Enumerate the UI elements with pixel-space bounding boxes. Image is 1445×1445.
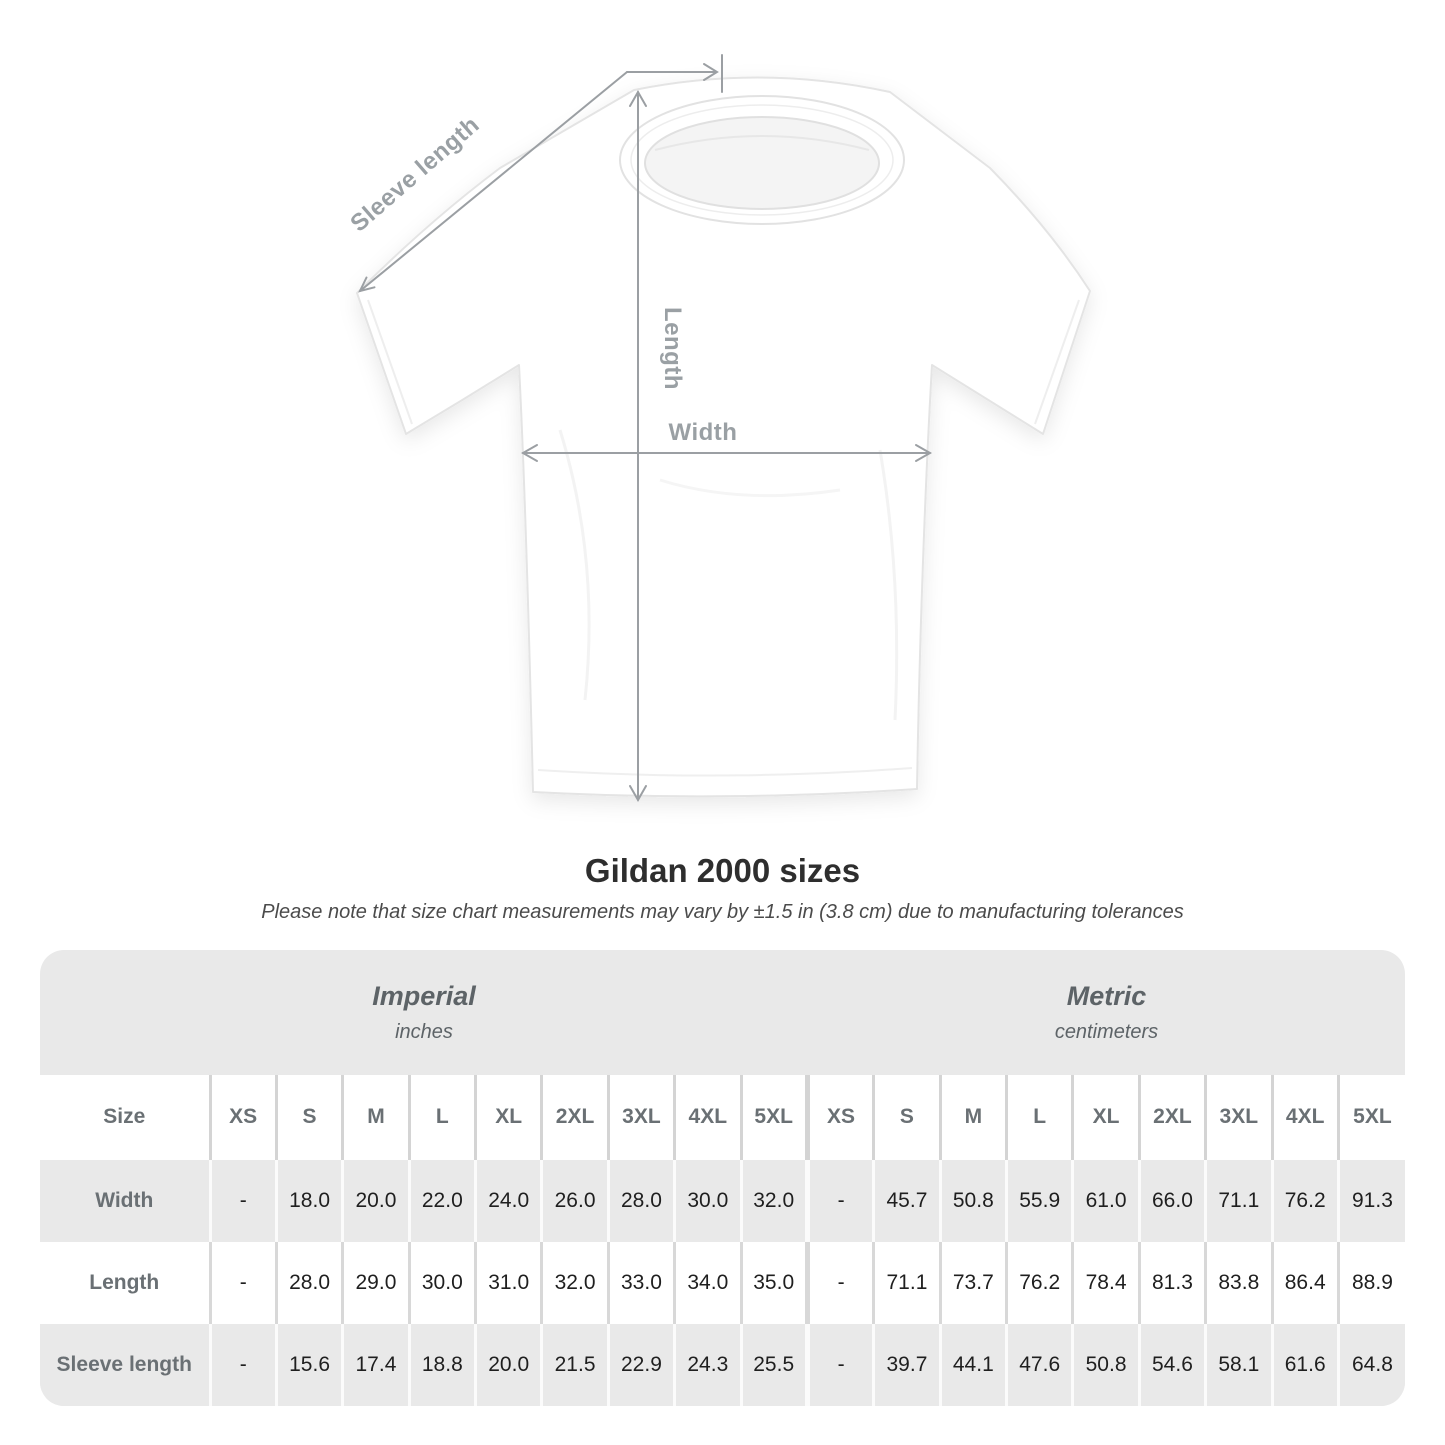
size-col-header-imperial-3xl: 3XL <box>608 1075 674 1160</box>
value-imperial-l: 18.8 <box>409 1324 475 1406</box>
value-imperial-2xl: 32.0 <box>542 1242 608 1324</box>
value-metric-xl: 78.4 <box>1073 1242 1139 1324</box>
size-col-header-metric-2xl: 2XL <box>1139 1075 1205 1160</box>
value-metric-l: 76.2 <box>1007 1242 1073 1324</box>
value-metric-m: 73.7 <box>940 1242 1006 1324</box>
value-metric-5xl: 64.8 <box>1338 1324 1405 1406</box>
value-imperial-s: 18.0 <box>276 1160 342 1242</box>
value-metric-5xl: 88.9 <box>1338 1242 1405 1324</box>
value-metric-4xl: 61.6 <box>1272 1324 1338 1406</box>
value-metric-l: 47.6 <box>1007 1324 1073 1406</box>
tolerance-note: Please note that size chart measurements may vary by ±1.5 in (3.8 cm) due to manufacturing tolerances <box>261 900 1184 923</box>
value-imperial-xl: 31.0 <box>476 1242 542 1324</box>
size-col-header-imperial-l: L <box>409 1075 475 1160</box>
size-col-header-imperial-s: S <box>276 1075 342 1160</box>
value-imperial-3xl: 28.0 <box>608 1160 674 1242</box>
measurement-row-sleeve-length <box>40 1324 1405 1406</box>
value-imperial-xs: - <box>210 1324 276 1406</box>
value-imperial-4xl: 34.0 <box>675 1242 741 1324</box>
value-imperial-m: 29.0 <box>343 1242 409 1324</box>
value-imperial-3xl: 33.0 <box>608 1242 674 1324</box>
value-metric-4xl: 86.4 <box>1272 1242 1338 1324</box>
value-imperial-5xl: 32.0 <box>741 1160 807 1242</box>
value-metric-s: 39.7 <box>874 1324 940 1406</box>
measurement-row-label: Sleeve length <box>56 1352 192 1376</box>
imperial-unit-label: inches <box>395 1020 453 1043</box>
size-chart-card <box>40 950 1405 1406</box>
value-imperial-2xl: 21.5 <box>542 1324 608 1406</box>
value-metric-xl: 61.0 <box>1073 1160 1139 1242</box>
value-metric-xs: - <box>807 1160 873 1242</box>
size-col-header-imperial-5xl: 5XL <box>741 1075 807 1160</box>
value-imperial-3xl: 22.9 <box>608 1324 674 1406</box>
imperial-label: Imperial <box>372 980 476 1011</box>
value-imperial-5xl: 35.0 <box>741 1242 807 1324</box>
size-col-header-imperial-2xl: 2XL <box>542 1075 608 1160</box>
value-metric-xs: - <box>807 1242 873 1324</box>
size-col-header-metric-3xl: 3XL <box>1206 1075 1272 1160</box>
measurement-row-label: Width <box>95 1188 154 1212</box>
value-imperial-4xl: 24.3 <box>675 1324 741 1406</box>
size-table <box>40 1075 1405 1406</box>
value-metric-xs: - <box>807 1324 873 1406</box>
size-col-header-imperial-xs: XS <box>210 1075 276 1160</box>
value-metric-2xl: 66.0 <box>1139 1160 1205 1242</box>
sleeve-length-label: Sleeve length <box>345 111 485 238</box>
value-imperial-l: 30.0 <box>409 1242 475 1324</box>
metric-unit-label: centimeters <box>1054 1020 1159 1043</box>
value-imperial-l: 22.0 <box>409 1160 475 1242</box>
value-metric-3xl: 71.1 <box>1206 1160 1272 1242</box>
size-col-header-metric-5xl: 5XL <box>1338 1075 1405 1160</box>
page-title: Gildan 2000 sizes <box>584 852 861 889</box>
size-col-header-metric-l: L <box>1007 1075 1073 1160</box>
value-imperial-2xl: 26.0 <box>542 1160 608 1242</box>
value-imperial-s: 15.6 <box>276 1324 342 1406</box>
size-col-header-metric-xs: XS <box>807 1075 873 1160</box>
value-metric-3xl: 58.1 <box>1206 1324 1272 1406</box>
size-col-header-imperial-xl: XL <box>476 1075 542 1160</box>
value-metric-3xl: 83.8 <box>1206 1242 1272 1324</box>
value-metric-5xl: 91.3 <box>1338 1160 1405 1242</box>
value-metric-m: 50.8 <box>940 1160 1006 1242</box>
size-header-row <box>40 1075 1405 1160</box>
value-metric-xl: 50.8 <box>1073 1324 1139 1406</box>
measurement-row-width <box>40 1160 1405 1242</box>
size-col-header-metric-s: S <box>874 1075 940 1160</box>
size-col-header-metric-4xl: 4XL <box>1272 1075 1338 1160</box>
value-imperial-xl: 20.0 <box>476 1324 542 1406</box>
unit-group-header <box>40 950 1405 1075</box>
value-metric-2xl: 54.6 <box>1139 1324 1205 1406</box>
value-imperial-xs: - <box>210 1160 276 1242</box>
width-label: Width <box>668 419 738 446</box>
value-metric-m: 44.1 <box>940 1324 1006 1406</box>
metric-group-header <box>808 950 1405 1075</box>
value-metric-s: 45.7 <box>874 1160 940 1242</box>
length-label: Length <box>659 307 686 390</box>
value-metric-l: 55.9 <box>1007 1160 1073 1242</box>
value-imperial-xl: 24.0 <box>476 1160 542 1242</box>
value-imperial-xs: - <box>210 1242 276 1324</box>
measurement-row-length <box>40 1242 1405 1324</box>
value-metric-4xl: 76.2 <box>1272 1160 1338 1242</box>
value-metric-2xl: 81.3 <box>1139 1242 1205 1324</box>
size-col-header-metric-m: M <box>940 1075 1006 1160</box>
size-col-header-imperial-m: M <box>343 1075 409 1160</box>
value-imperial-m: 20.0 <box>343 1160 409 1242</box>
size-col-header-metric-xl: XL <box>1073 1075 1139 1160</box>
value-imperial-5xl: 25.5 <box>741 1324 807 1406</box>
size-row-label: Size <box>103 1105 146 1129</box>
measurement-row-label: Length <box>89 1270 160 1294</box>
metric-label: Metric <box>1066 980 1147 1011</box>
value-metric-s: 71.1 <box>874 1242 940 1324</box>
value-imperial-m: 17.4 <box>343 1324 409 1406</box>
size-col-header-imperial-4xl: 4XL <box>675 1075 741 1160</box>
collar <box>620 96 904 224</box>
value-imperial-4xl: 30.0 <box>675 1160 741 1242</box>
imperial-group-header <box>40 950 808 1075</box>
value-imperial-s: 28.0 <box>276 1242 342 1324</box>
